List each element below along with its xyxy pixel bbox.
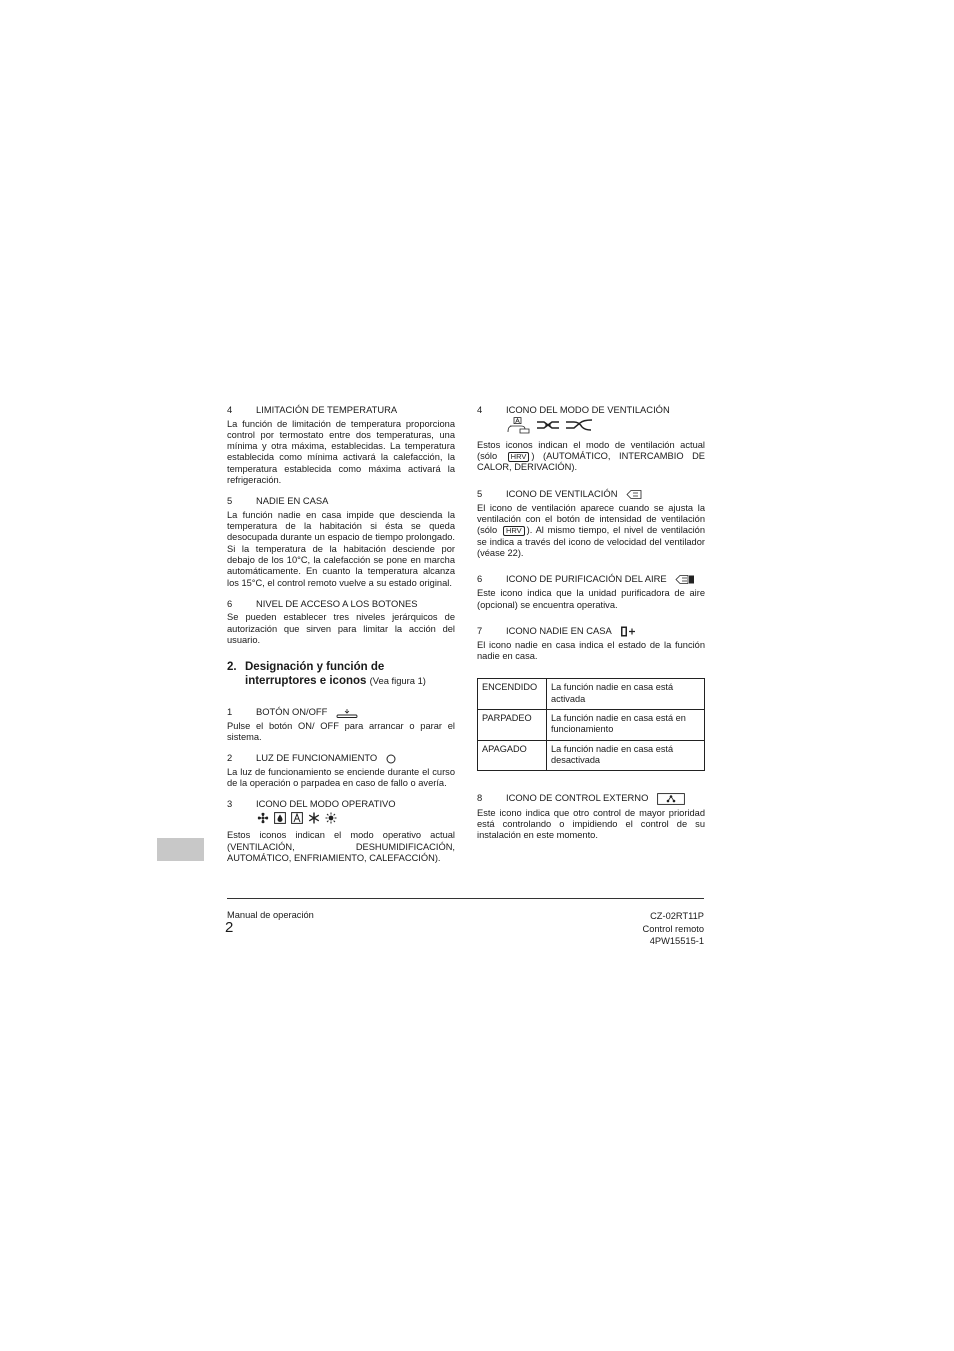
- paragraph: Estos iconos indican el modo de ventilación actual (sólo HRV ) (AUTOMÁTICO, INTERCAMBIO DE CALOR, DERIVACIÓN).: [477, 439, 705, 473]
- section-heading: [477, 488, 705, 500]
- section-title: NIVEL DE ACCESO A LOS BOTONES: [256, 597, 418, 609]
- section-number: 4: [227, 404, 233, 415]
- section-heading: [477, 792, 705, 805]
- language-tab: [157, 838, 204, 861]
- document-code: 4PW15515-1: [649, 936, 704, 946]
- ventilation-icon: [626, 489, 642, 500]
- table-row: [478, 679, 705, 710]
- footer-product-info: [560, 910, 704, 948]
- paragraph: Pulse el botón ON/ OFF para arrancar o parar el sistema.: [227, 720, 455, 743]
- section-number: 8: [477, 792, 483, 804]
- section-heading: [477, 625, 705, 637]
- section-heading: [227, 798, 455, 810]
- paragraph: Estos iconos indican el modo operativo actual (VENTILACIÓN, DESHUMIDIFICACIÓN, AUTOMÁTICO, ENFRIAMIENTO, CALEFACCIÓN).: [227, 830, 455, 863]
- description-cell: La función nadie en casa está activada: [547, 679, 705, 710]
- section-number: 3: [227, 798, 233, 810]
- chapter-title-line-1: Designación y función de: [245, 661, 385, 674]
- paragraph: Este icono indica que otro control de mayor prioridad está controlando o impidiendo el control de su instalación en este momento.: [477, 807, 705, 841]
- section-heading: [227, 706, 455, 718]
- hrv-icon: HRV: [503, 526, 525, 536]
- description-cell: La función nadie en casa está en funcionamiento: [547, 710, 705, 741]
- nobody-home-icon: [620, 626, 636, 637]
- section-number: 6: [477, 573, 483, 585]
- nobody-home-status-table: [477, 678, 705, 771]
- chapter-number: 2.: [227, 661, 237, 674]
- section-heading: [477, 573, 705, 585]
- section-title: LUZ DE FUNCIONAMIENTO: [256, 752, 378, 764]
- status-cell: PARPADEO: [478, 710, 547, 741]
- cool-mode-icon: [308, 812, 320, 827]
- section-number: 4: [477, 404, 483, 415]
- heat-mode-icon: [325, 812, 337, 827]
- auto-mode-icon: [291, 812, 303, 827]
- dry-mode-icon: [274, 812, 286, 827]
- model-number: CZ-02RT11P: [650, 911, 704, 921]
- section-number: 7: [477, 624, 483, 636]
- section-title: LIMITACIÓN DE TEMPERATURA: [256, 404, 398, 415]
- right-column: [477, 404, 705, 842]
- section-heading: [227, 495, 455, 507]
- description-cell: La función nadie en casa está desactivada: [547, 740, 705, 771]
- fan-mode-icon: [257, 812, 269, 827]
- section-number: 2: [227, 752, 233, 764]
- figure-reference: (Vea figura 1): [369, 675, 426, 687]
- footer-manual-label: Manual de operación: [227, 910, 314, 920]
- heat-exchange-icon: [536, 419, 560, 434]
- left-column: [227, 404, 455, 864]
- status-cell: APAGADO: [478, 740, 547, 771]
- chapter-title-line-2: interruptores e iconos: [245, 675, 367, 688]
- table-row: [478, 710, 705, 741]
- paragraph: La luz de funcionamiento se enciende durante el curso de la operación o parpadea en caso de fallo o avería.: [227, 766, 455, 789]
- section-number: 1: [227, 706, 233, 718]
- status-cell: ENCENDIDO: [478, 679, 547, 710]
- section-title: ICONO DE CONTROL EXTERNO: [506, 792, 649, 804]
- paragraph: Se pueden establecer tres niveles jerárquicos de autorización que sirven para limitar la acción del usuario.: [227, 612, 455, 645]
- hrv-icon: HRV: [508, 452, 530, 462]
- section-heading: [227, 752, 455, 764]
- section-heading: [477, 404, 705, 416]
- section-heading: [227, 598, 455, 610]
- section-title: ICONO DE PURIFICACIÓN DEL AIRE: [506, 573, 667, 585]
- on-off-button-icon: [336, 708, 358, 718]
- paragraph: El icono nadie en casa indica el estado de la función nadie en casa.: [477, 639, 705, 662]
- section-number: 5: [477, 487, 483, 499]
- section-title: BOTÓN ON/OFF: [256, 706, 328, 718]
- paragraph: La función nadie en casa impide que descienda la temperatura de la habitación si ésta se queda desocupada durante un espacio de tiempo prolongado. Si la temperatura de la habitación desciende por debajo de los 10°C, la calefacción se pone en marcha automáticamente. En cuanto la temperatura alcanza los 15°C, el control remoto vuelve a su estado original.: [227, 509, 455, 588]
- paragraph: La función de limitación de temperatura proporciona control por termostato entre dos temperaturas, una mínima y otra máxima, establecidas. La temperatura establecida como mínima activará la calefacción, la temperatura establecida como máxima activará la refrigeración.: [227, 418, 455, 485]
- section-title: ICONO DE VENTILACIÓN: [506, 487, 618, 499]
- bypass-icon: [565, 419, 593, 434]
- product-name: Control remoto: [642, 923, 704, 934]
- section-number: 6: [227, 597, 233, 609]
- section-title: ICONO DEL MODO OPERATIVO: [256, 798, 396, 810]
- section-number: 5: [227, 495, 233, 507]
- ventilation-mode-icons: [507, 417, 705, 437]
- section-title: ICONO NADIE EN CASA: [506, 624, 612, 636]
- paragraph: El icono de ventilación aparece cuando se ajusta la ventilación con el botón de intensidad de ventilación (sólo HRV ). Al mismo tiempo, el nivel de ventilación se indica a través del icono de velocidad del ventilador (véase 22).: [477, 502, 705, 558]
- section-heading: [227, 404, 455, 416]
- chapter-heading: [227, 660, 455, 688]
- footer-rule: [227, 898, 704, 899]
- table-row: [478, 740, 705, 771]
- section-title: NADIE EN CASA: [256, 495, 329, 507]
- operation-mode-icons: [257, 812, 455, 827]
- air-purifier-icon: [675, 574, 695, 585]
- external-control-icon: [657, 793, 685, 805]
- page-number: 2: [225, 919, 234, 936]
- ventilation-auto-icon: [507, 417, 531, 437]
- operation-lamp-icon: [386, 754, 396, 764]
- paragraph: Este icono indica que la unidad purificadora de aire (opcional) se encuentra operativa.: [477, 588, 705, 610]
- section-title: ICONO DEL MODO DE VENTILACIÓN: [506, 404, 670, 415]
